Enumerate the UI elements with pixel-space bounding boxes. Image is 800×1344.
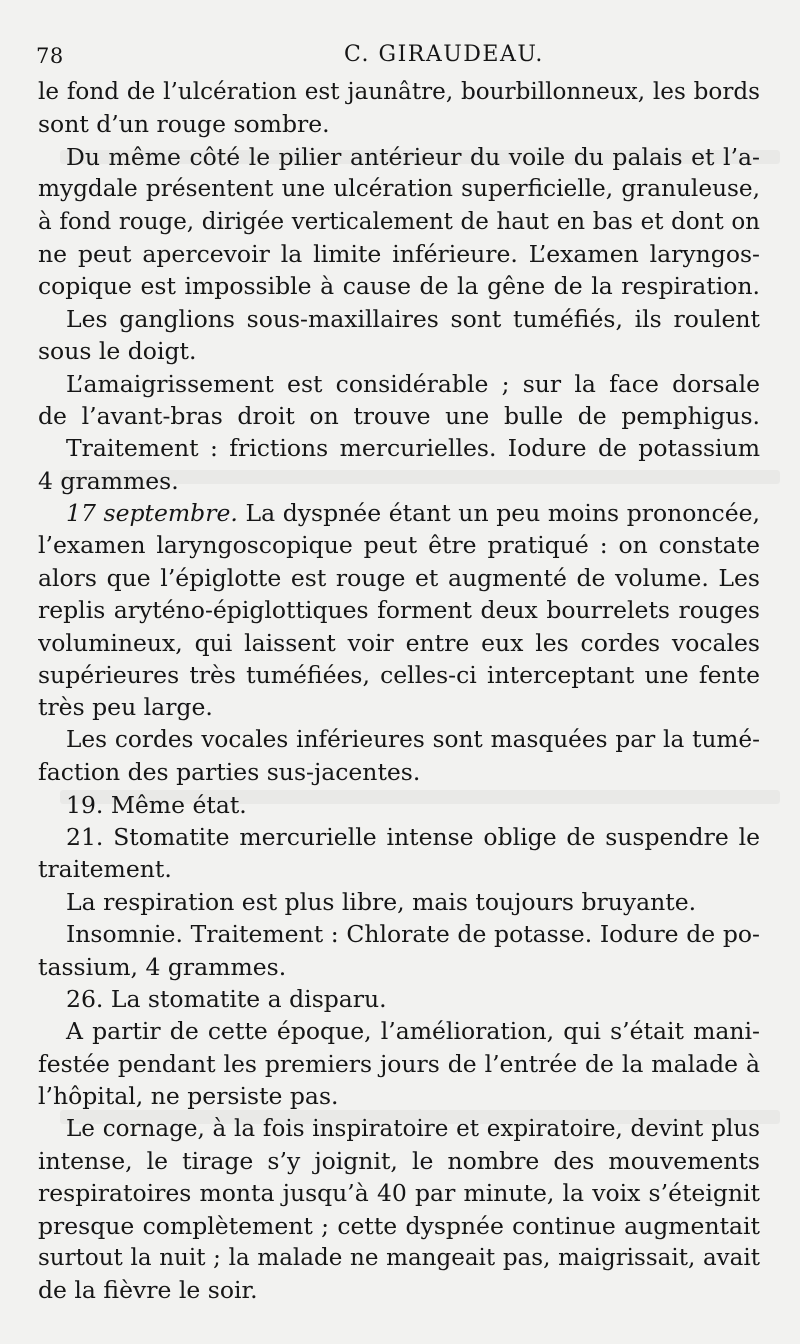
paragraph-5 [38, 432, 760, 497]
paragraph-4 [38, 368, 760, 433]
page-number: 78 [36, 44, 64, 68]
running-head: C. GIRAUDEAU. [344, 42, 544, 67]
text-line: presque complètement ; cette dyspnée continue augmentait [38, 1211, 760, 1240]
text-line: surtout la nuit ; la malade ne mangeait pas, maigrissait, avait [38, 1245, 760, 1272]
paragraph-2 [38, 141, 760, 303]
text-line: Traitement : frictions mercurielles. Iodure de potassium [66, 434, 760, 463]
text-line: La respiration est plus libre, mais toujours bruyante. [66, 887, 697, 916]
text-line: tassium, 4 grammes. [38, 952, 287, 981]
text-line: Du même côté le pilier antérieur du voile du palais et l’a- [66, 142, 760, 171]
text-line: l’examen laryngoscopique peut être pratiqué : on constate [38, 531, 760, 560]
text-line: très peu large. [38, 693, 213, 722]
text-run: La dyspnée étant un peu moins prononcée, [237, 499, 760, 528]
paragraph-11 [38, 918, 760, 983]
paragraph-8 [38, 789, 760, 821]
text-line: Insomnie. Traitement : Chlorate de potasse. Iodure de po- [66, 920, 760, 949]
paragraph-9 [38, 821, 760, 886]
text-line: A partir de cette époque, l’amélioration, qui s’était mani- [66, 1017, 760, 1046]
paragraph-10 [38, 886, 760, 918]
text-line: mygdale présentent une ulcération superficielle, granuleuse, [38, 175, 760, 203]
text-line: Le cornage, à la fois inspiratoire et expiratoire, devint plus [66, 1115, 760, 1142]
text-line: supérieures très tuméfiées, celles-ci interceptant une fente [38, 661, 760, 690]
page-header [36, 38, 756, 72]
text-line: Les cordes vocales inférieures sont masquées par la tumé- [66, 725, 760, 753]
paragraph-6 [38, 497, 760, 724]
text-line: faction des parties sus-jacentes. [38, 758, 421, 787]
paragraph-14 [38, 1113, 760, 1307]
text-line: alors que l’épiglotte est rouge et augmenté de volume. Les [38, 563, 760, 592]
text-line: à fond rouge, dirigée verticalement de haut en bas et dont on [38, 208, 760, 235]
text-line: sous le doigt. [38, 337, 197, 366]
text-line: festée pendant les premiers jours de l’entrée de la malade à [38, 1049, 760, 1078]
paragraph-12 [38, 983, 760, 1015]
text-line: l’hôpital, ne persiste pas. [38, 1082, 339, 1111]
text-line: de l’avant-bras droit on trouve une bulle de pemphigus. [38, 401, 760, 430]
text-line: le fond de l’ulcération est jaunâtre, bourbillonneux, les bords [38, 79, 760, 105]
text-line: 19. Même état. [66, 790, 247, 819]
text-line: 4 grammes. [38, 466, 179, 495]
text-line: ne peut apercevoir la limite inférieure. L’examen laryngos- [38, 239, 760, 268]
paragraph-13 [38, 1015, 760, 1112]
text-line: volumineux, qui laissent voir entre eux les cordes vocales [38, 628, 760, 657]
text-line: 26. La stomatite a disparu. [66, 984, 387, 1013]
text-line: de la fièvre le soir. [38, 1276, 258, 1305]
entry-date: 17 septembre. [66, 499, 238, 528]
page-body [38, 76, 760, 1307]
text-line: traitement. [38, 855, 172, 884]
text-line [38, 497, 760, 529]
paragraph-1 [38, 76, 760, 141]
text-line: intense, le tirage s’y joignit, le nombre des mouvements [38, 1146, 760, 1175]
text-line: Les ganglions sous-maxillaires sont tuméfiés, ils roulent [66, 304, 760, 333]
text-line: replis aryténo-épiglottiques forment deux bourrelets rouges [38, 596, 760, 625]
text-line: L’amaigrissement est considérable ; sur la face dorsale [66, 369, 760, 398]
text-line: copique est impossible à cause de la gêne de la respiration. [38, 272, 760, 301]
text-line: respiratoires monta jusqu’à 40 par minute, la voix s’éteignit [38, 1179, 760, 1208]
text-line: 21. Stomatite mercurielle intense oblige de suspendre le [66, 822, 760, 851]
paragraph-3 [38, 303, 760, 368]
paragraph-7 [38, 724, 760, 789]
text-line: sont d’un rouge sombre. [38, 110, 330, 139]
